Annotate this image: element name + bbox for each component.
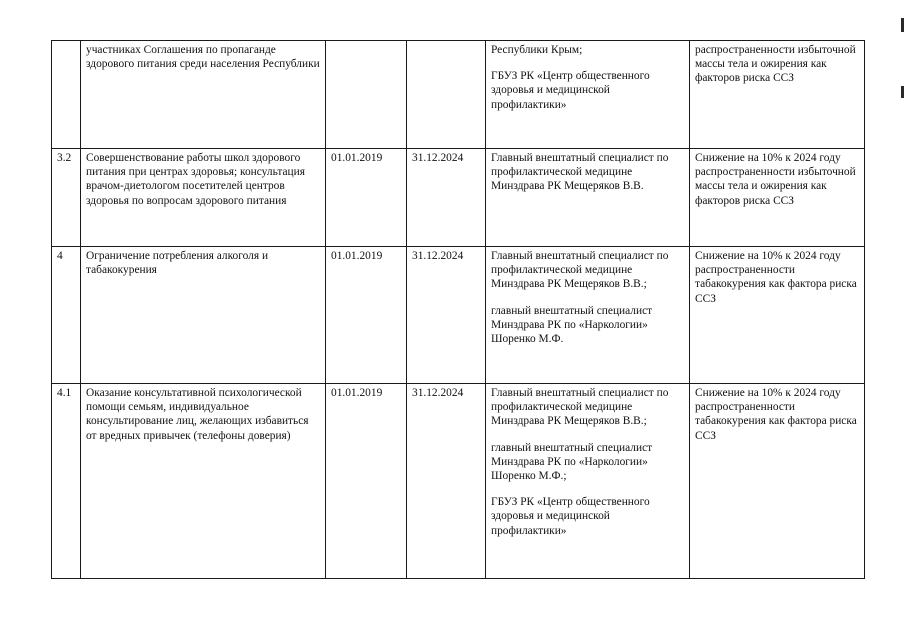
responsible-cell (486, 384, 690, 579)
row-number: 4.1 (52, 384, 81, 579)
result-cell: распространенности избыточной массы тела и ожирения как факторов риска ССЗ (690, 41, 865, 149)
start-date-cell: 01.01.2019 (326, 384, 407, 579)
responsible-cell (486, 149, 690, 247)
row-number: 3.2 (52, 149, 81, 247)
table-row (52, 41, 865, 149)
start-date-cell (326, 41, 407, 149)
responsible-entry: Главный внештатный специалист по профилактической медицине Минздрава РК Мещеряков В.В.; (491, 387, 669, 428)
start-date-cell: 01.01.2019 (326, 149, 407, 247)
responsible-cell (486, 41, 690, 149)
responsible-entry: ГБУЗ РК «Центр общественного здоровья и медицинской профилактики» (491, 70, 650, 111)
end-date-cell: 31.12.2024 (407, 384, 486, 579)
result-cell: Снижение на 10% к 2024 году распространенности табакокурения как фактора риска ССЗ (690, 247, 865, 384)
row-number (52, 41, 81, 149)
activity-cell: Ограничение потребления алкоголя и табакокурения (81, 247, 326, 384)
responsible-cell (486, 247, 690, 384)
end-date-cell: 31.12.2024 (407, 149, 486, 247)
start-date-cell: 01.01.2019 (326, 247, 407, 384)
table-row (52, 149, 865, 247)
responsible-entry: Главный внештатный специалист по профилактической медицине Минздрава РК Мещеряков В.В. (491, 152, 669, 193)
activity-cell: участниках Соглашения по пропаганде здорового питания среди населения Республики (81, 41, 326, 149)
responsible-entry: Республики Крым; (491, 44, 583, 56)
responsible-entry: главный внештатный специалист Минздрава РК по «Наркологии» Шоренко М.Ф.; (491, 441, 653, 483)
table-row (52, 247, 865, 384)
responsible-entry: Главный внештатный специалист по профилактической медицине Минздрава РК Мещеряков В.В.; (491, 250, 669, 291)
result-cell: Снижение на 10% к 2024 году распространенности избыточной массы тела и ожирения как факторов риска ССЗ (690, 149, 865, 247)
result-cell: Снижение на 10% к 2024 году распространенности табакокурения как фактора риска ССЗ (690, 384, 865, 579)
activity-cell: Совершенствование работы школ здорового питания при центрах здоровья; консультация врачом-диетологом посетителей центров здоровья по вопросам здорового питания (81, 149, 326, 247)
activity-cell: Оказание консультативной психологической помощи семьям, индивидуальное консультирование лиц, желающих избавиться от вредных привычек (телефоны доверия) (81, 384, 326, 579)
table-row (52, 384, 865, 579)
end-date-cell: 31.12.2024 (407, 247, 486, 384)
responsible-entry: ГБУЗ РК «Центр общественного здоровья и медицинской профилактики» (491, 496, 650, 537)
responsible-entry: главный внештатный специалист Минздрава РК по «Наркологии» Шоренко М.Ф. (491, 304, 653, 346)
measures-table (51, 40, 865, 579)
end-date-cell (407, 41, 486, 149)
row-number: 4 (52, 247, 81, 384)
